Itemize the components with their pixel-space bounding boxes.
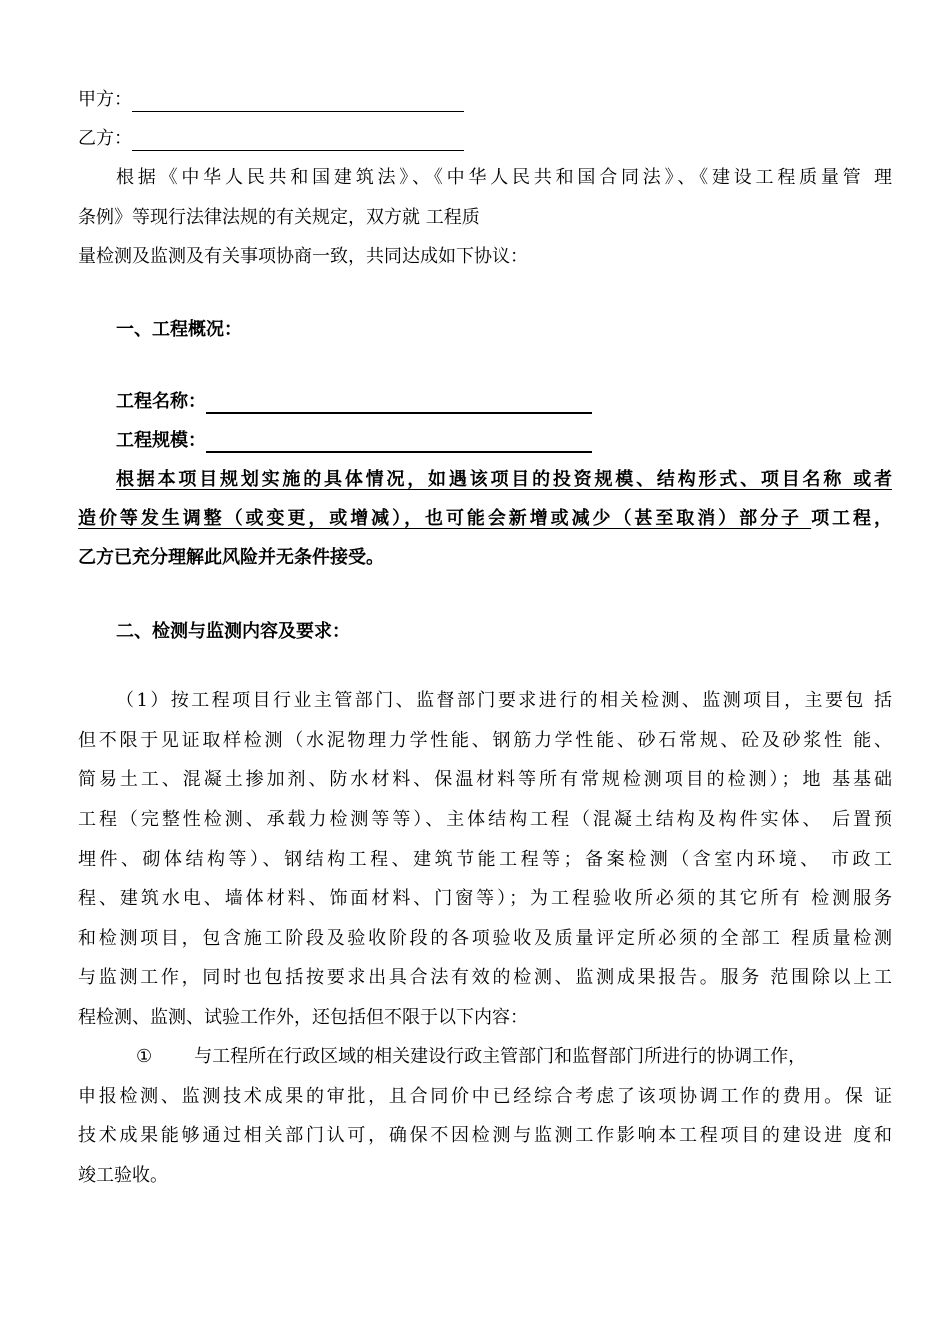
party-b-label: 乙方： [78,128,132,149]
para1-line-1: （1）按工程项目行业主管部门、监督部门要求进行的相关检测、监测项目，主要包 括 [116,690,892,711]
risk-line-2-underlined: 造价等发生调整（或变更，或增减），也可能会新增或减少（甚至取消）部分子 [78,508,812,529]
party-a-line [78,88,892,112]
project-name-field[interactable] [206,392,592,414]
item1-line-3: 技术成果能够通过相关部门认可，确保不因检测与监测工作影响本工程项目的建设进 度和 [78,1125,892,1146]
project-scale-label: 工程规模： [116,430,206,451]
para1-line-9: 程检测、监测、试验工作外，还包括但不限于以下内容： [78,1007,528,1028]
para1-line-6: 程、建筑水电、墙体材料、饰面材料、门窗等）；为工程验收所必须的其它所有 检测服务 [78,888,892,909]
intro-line-1: 根据《中华人民共和国建筑法》、《中华人民共和国合同法》、《建设工程质量管 理 [116,167,892,188]
party-b-field[interactable] [132,130,464,151]
intro-line-3: 量检测及监测及有关事项协商一致，共同达成如下协议： [78,246,528,267]
item1-marker: ① [136,1046,153,1067]
project-name-line [116,390,930,414]
project-name-label: 工程名称： [116,391,206,412]
intro-line-2: 条例》等现行法律法规的有关规定，双方就 工程质 [78,207,480,228]
section2-heading: 二、检测与监测内容及要求： [116,621,350,642]
para1-line-7: 和检测项目，包含施工阶段及验收阶段的各项验收及质量评定所必须的全部工 程质量检测 [78,928,892,949]
item1-first-line [136,1045,892,1069]
item1-line-2: 申报检测、监测技术成果的审批，且合同价中已经综合考虑了该项协调工作的费用。保 证 [78,1086,892,1107]
para1-line-5: 埋件、砌体结构等）、钢结构工程、建筑节能工程等；备案检测（含室内环境、 市政工 [78,849,892,870]
risk-line-2 [78,507,892,531]
risk-line-2-tail: 项工程， [811,508,892,529]
section1-heading: 一、工程概况： [116,319,242,340]
item1-line-4: 竣工验收。 [78,1165,168,1186]
item1-first-text: 与工程所在行政区域的相关建设行政主管部门和监督部门所进行的协调工作， [194,1046,807,1067]
risk-line-1: 根据本项目规划实施的具体情况，如遇该项目的投资规模、结构形式、项目名称 或者 [116,469,892,490]
para1-line-2: 但不限于见证取样检测（水泥物理力学性能、钢筋力学性能、砂石常规、砼及砂浆性 能、 [78,730,892,751]
party-b-line [78,127,892,151]
party-a-field[interactable] [132,91,464,112]
risk-line-3: 乙方已充分理解此风险并无条件接受。 [78,547,384,568]
para1-line-3: 简易土工、混凝土掺加剂、防水材料、保温材料等所有常规检测项目的检测）；地 基基础 [78,769,892,790]
para1-line-4: 工程（完整性检测、承载力检测等等）、主体结构工程（混凝土结构及构件实体、 后置预 [78,809,892,830]
party-a-label: 甲方： [78,89,132,110]
project-scale-field[interactable] [206,431,592,453]
para1-line-8: 与监测工作，同时也包括按要求出具合法有效的检测、监测成果报告。服务 范围除以上工 [78,967,892,988]
project-scale-line [116,429,930,453]
